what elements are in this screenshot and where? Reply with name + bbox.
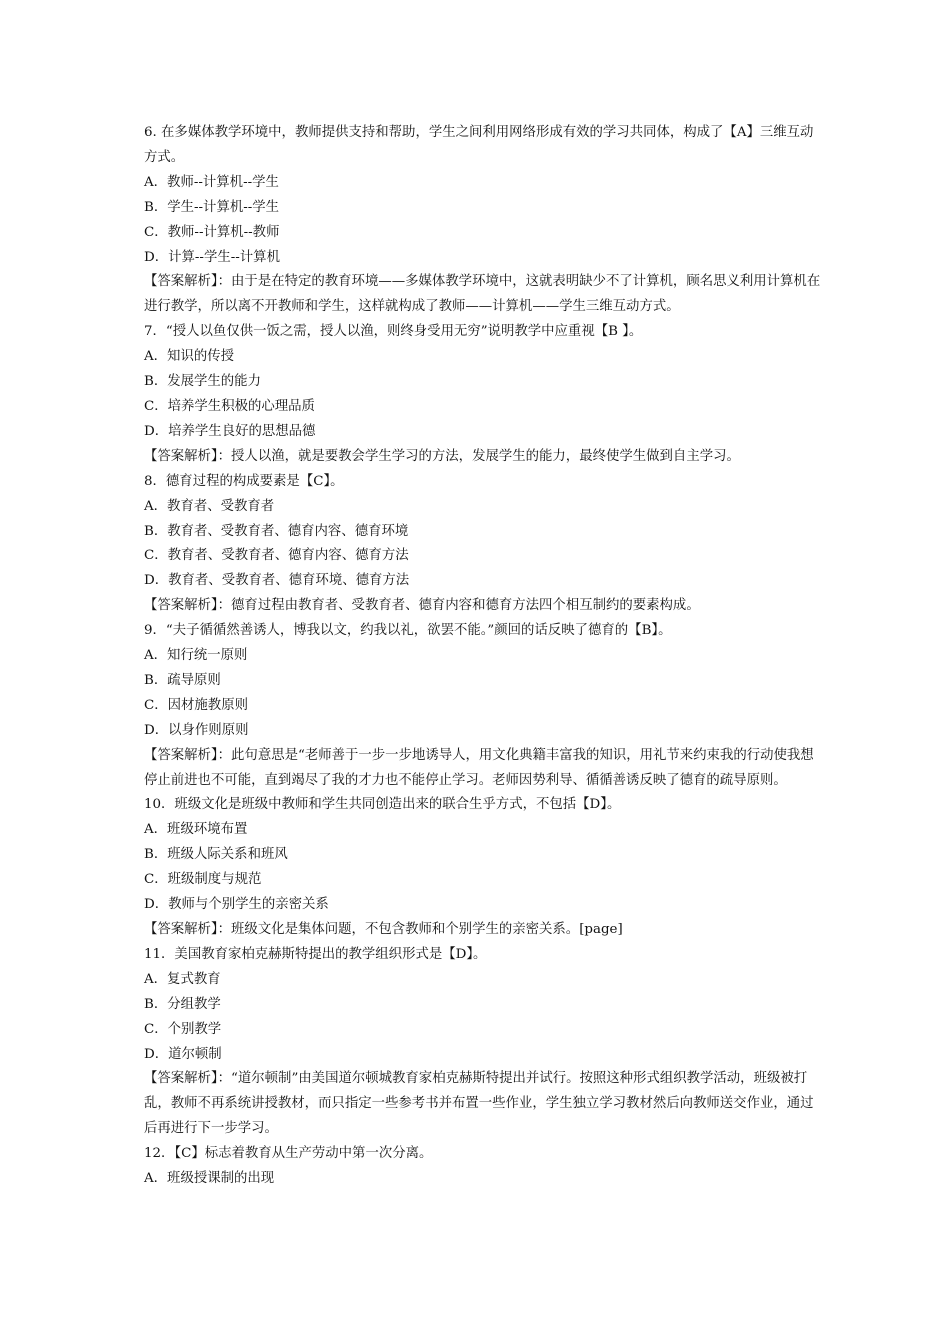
option-a: A．班级授课制的出现 [144,1171,275,1187]
option-a: A．教师--计算机--学生 [144,174,279,190]
answer-analysis: 【答案解析】：德育过程由教育者、受教育者、德育内容和德育方法四个相互制约的要素构成。 [144,598,700,614]
answer-analysis: 【答案解析】：班级文化是集体问题，不包含教师和个别学生的亲密关系。[page] [144,922,623,937]
option-d: D．教育者、受教育者、德育环境、德育方法 [144,573,410,589]
question-stem: 11．美国教育家柏克赫斯特提出的教学组织形式是【D】。 [144,946,487,962]
option-c: C．教师--计算机--教师 [144,224,280,240]
option-c: C．班级制度与规范 [144,872,262,888]
option-a: A．班级环境布置 [144,822,248,838]
answer-analysis: 【答案解析】：授人以渔，就是要教会学生学习的方法，发展学生的能力，最终使学生做到自主学习。 [144,448,740,464]
question-stem: 8．德育过程的构成要素是【C】。 [144,473,344,489]
option-a: A．知识的传授 [144,349,235,365]
option-b: B．学生--计算机--学生 [144,199,280,215]
question-stem: 6. 在多媒体教学环境中，教师提供支持和帮助，学生之间利用网络形成有效的学习共同体，构成了【A】三维互动方式。 [144,125,814,165]
question-stem: 7．“授人以鱼仅供一饭之需，授人以渔，则终身受用无穷”说明教学中应重视【B 】。 [144,324,643,340]
question-stem: 12．【C】标志着教育从生产劳动中第一次分离。 [144,1146,433,1162]
answer-analysis: 【答案解析】：由于是在特定的教育环境——多媒体教学环境中，这就表明缺少不了计算机，顾名思义利用计算机在进行教学，所以离不开教师和学生，这样就构成了教师——计算机——学生三维互动方式。 [144,274,821,315]
answer-analysis: 【答案解析】：“道尔顿制”由美国道尔顿城教育家柏克赫斯特提出并试行。按照这种形式组织教学活动，班级被打乱，教师不再系统讲授教材，而只指定一些参考书并布置一些作业，学生独立学习教材然后向教师送交作业，通过后再进行下一步学习。 [144,1071,814,1137]
option-b: B．教育者、受教育者、德育内容、德育环境 [144,523,409,539]
option-b: B．发展学生的能力 [144,374,261,390]
option-d: D．计算--学生--计算机 [144,249,280,265]
option-d: D．教师与个别学生的亲密关系 [144,897,329,913]
option-a: A．知行统一原则 [144,648,248,664]
document-page [144,121,824,1192]
option-b: B．分组教学 [144,996,221,1012]
option-b: B．疏导原则 [144,672,221,688]
option-c: C．个别教学 [144,1021,222,1037]
option-c: C．培养学生积极的心理品质 [144,398,315,414]
option-d: D．以身作则原则 [144,722,249,738]
question-stem: 10．班级文化是班级中教师和学生共同创造出来的联合生乎方式，不包括【D】。 [144,797,621,813]
option-d: D．道尔顿制 [144,1046,222,1062]
option-c: C．教育者、受教育者、德育内容、德育方法 [144,548,409,564]
option-c: C．因材施教原则 [144,697,248,713]
option-a: A．复式教育 [144,971,221,987]
answer-analysis: 【答案解析】：此句意思是“老师善于一步一步地诱导人，用文化典籍丰富我的知识，用礼节来约束我的行动使我想停止前进也不可能，直到竭尽了我的才力也不能停止学习。老师因势利导、循循善诱反映了德育的疏导原则。 [144,747,814,788]
option-a: A．教育者、受教育者 [144,498,275,514]
question-stem: 9．“夫子循循然善诱人，博我以文，约我以礼，欲罢不能。”颜回的话反映了德育的【B】。 [144,623,672,639]
option-b: B．班级人际关系和班风 [144,847,288,863]
option-d: D．培养学生良好的思想品德 [144,423,316,439]
